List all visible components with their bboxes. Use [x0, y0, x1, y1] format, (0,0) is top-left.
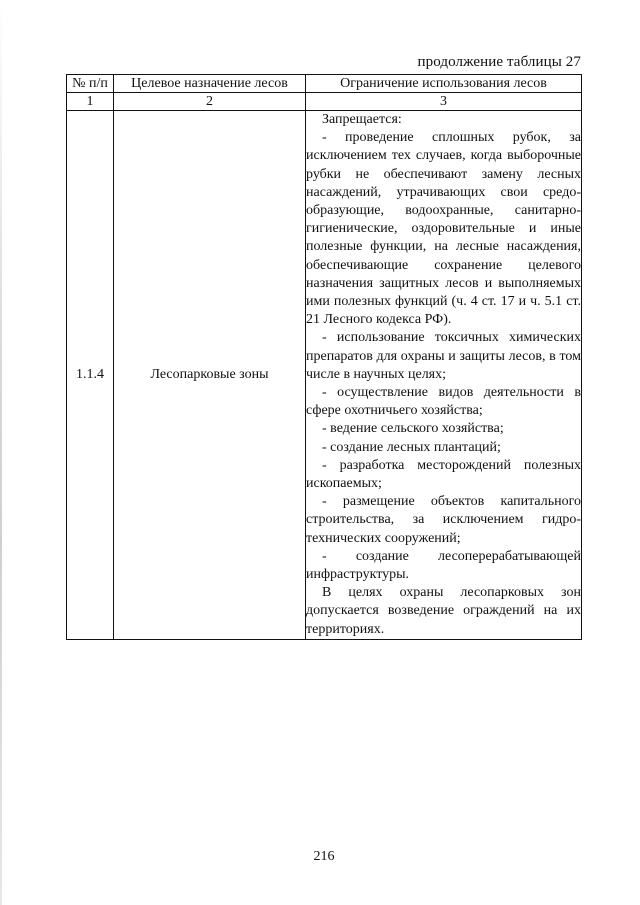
restriction-item: - создание лесоперерабатывающей инфраструктуры.	[306, 548, 581, 583]
column-number-row	[67, 93, 582, 111]
page-number: 216	[313, 849, 335, 864]
restriction-note: В целях охраны лесопарковых зон допускается возведение ограждений на их территориях.	[306, 585, 581, 637]
header-number: № п/п	[67, 75, 114, 93]
restriction-item: - размещение объектов капитального строительства, за исключением гидро-технических сооружений;	[306, 494, 581, 546]
header-restriction: Ограничение использования лесов	[306, 75, 582, 93]
table-row	[67, 111, 582, 640]
restriction-item: - ведение сельского хозяйства;	[322, 421, 504, 437]
scan-edge	[0, 0, 2, 905]
row-purpose: Лесопарковые зоны	[114, 111, 306, 640]
restriction-item: - использование токсичных химических препаратов для охраны и защиты лесов, в том числе в научных целях;	[306, 330, 581, 382]
table-header-row	[67, 75, 582, 93]
forest-restrictions-table	[66, 74, 582, 640]
restriction-intro: Запрещается:	[322, 112, 402, 127]
restriction-item: - создание лесных плантаций;	[322, 439, 501, 455]
column-number-1: 1	[67, 93, 114, 111]
row-number: 1.1.4	[67, 111, 114, 640]
restriction-item: - проведение сплошных рубок, за исключением тех случаев, когда выборочные рубки не обеспечивают замену лесных насаждений, утрачивающих свои средо-образующие, водоохранные, санитарно-гигиенические, оздоровительные и иные полезные функции, на лесные насаждения, обеспечивающие сохранение целевого назначения защитных лесов и выполняемых ими полезных функций (ч. 4 ст. 17 и ч. 5.1 ст. 21 Лесного кодекса РФ).	[306, 130, 581, 328]
restriction-item: - осуществление видов деятельности в сфере охотничьего хозяйства;	[306, 385, 581, 419]
header-purpose: Целевое назначение лесов	[114, 75, 306, 93]
restriction-item: - разработка месторождений полезных ископаемых;	[306, 457, 581, 492]
column-number-3: 3	[306, 93, 582, 111]
column-number-2: 2	[114, 93, 306, 111]
row-restriction	[306, 111, 582, 640]
table-continuation-label: продолжение таблицы 27	[417, 54, 581, 70]
